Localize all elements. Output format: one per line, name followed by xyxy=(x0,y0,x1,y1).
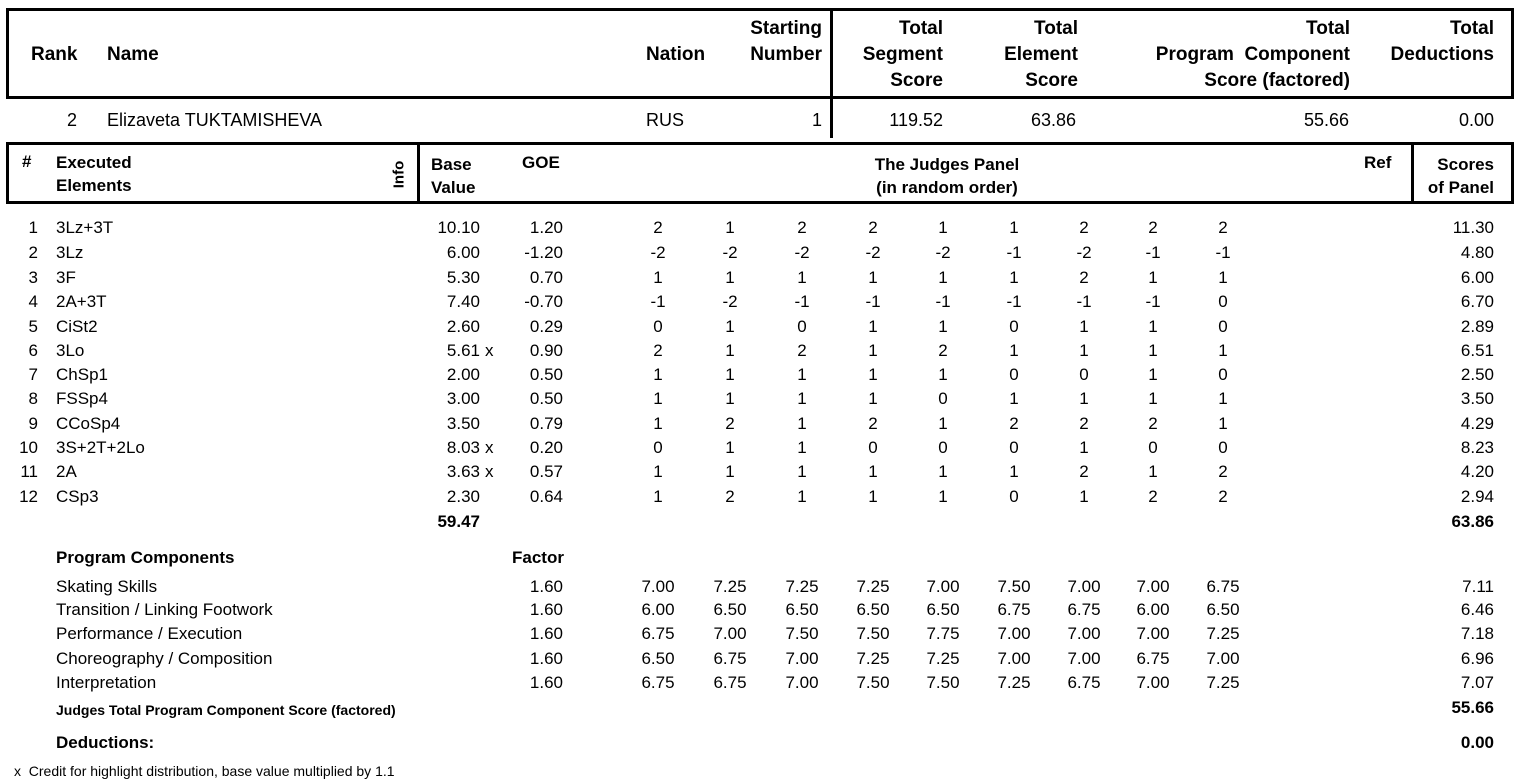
judge-score: 1 xyxy=(1079,389,1089,408)
judge-score: 2 xyxy=(1148,487,1158,506)
component-judge-score: 6.75 xyxy=(713,649,747,668)
skater-total-pcs: 55.66 xyxy=(1303,110,1349,130)
judge-score: -1 xyxy=(1076,292,1092,311)
element-panel-score: 2.94 xyxy=(1460,487,1494,506)
judge-score: 1 xyxy=(653,414,663,433)
judge-score: 0 xyxy=(1218,317,1228,336)
element-base-value: 3.00 xyxy=(446,389,480,408)
element-panel-score: 6.51 xyxy=(1460,341,1494,360)
info-header: Info xyxy=(390,160,408,189)
element-name: 3Lz+3T xyxy=(56,218,114,237)
judge-score: -1 xyxy=(1215,243,1231,262)
total-segment-score-header: Total Segment Score xyxy=(862,18,943,91)
judge-score: -2 xyxy=(794,243,810,262)
element-base-value: 2.60 xyxy=(446,317,480,336)
judge-score: -1 xyxy=(650,292,666,311)
component-judge-score: 7.50 xyxy=(997,577,1031,596)
judge-score: 2 xyxy=(1079,462,1089,481)
component-judge-score: 7.00 xyxy=(1136,577,1170,596)
element-base-value: 7.40 xyxy=(446,292,480,311)
judge-score: 2 xyxy=(868,218,878,237)
component-judge-score: 7.00 xyxy=(785,673,819,692)
component-judge-score: 7.25 xyxy=(997,673,1031,692)
component-judge-score: 7.00 xyxy=(1136,624,1170,643)
component-judge-score: 7.00 xyxy=(1067,624,1101,643)
element-base-value: 2.00 xyxy=(446,365,480,384)
judge-score: 1 xyxy=(797,268,807,287)
judge-score: 1 xyxy=(1148,317,1158,336)
component-judge-score: 7.25 xyxy=(856,649,890,668)
factor-header: Factor xyxy=(512,548,564,567)
program-components-title: Program Components xyxy=(56,548,235,567)
component-panel-score: 7.11 xyxy=(1462,577,1494,596)
judge-score: -2 xyxy=(722,292,738,311)
judge-score: 1 xyxy=(797,389,807,408)
element-number: 12 xyxy=(19,487,38,506)
judge-score: 2 xyxy=(1218,462,1228,481)
component-judge-score: 7.75 xyxy=(926,624,960,643)
judge-score: 1 xyxy=(1148,389,1158,408)
element-name: 3Lz xyxy=(56,243,84,262)
judge-score: -2 xyxy=(1076,243,1092,262)
goe-header: GOE xyxy=(522,153,560,172)
element-base-value: 6.00 xyxy=(446,243,480,262)
judges-total-pcs-label: Judges Total Program Component Score (factored) xyxy=(56,702,396,718)
judge-score: 1 xyxy=(868,365,878,384)
component-judge-score: 7.25 xyxy=(1206,624,1240,643)
judge-score: 1 xyxy=(725,317,735,336)
judge-score: 0 xyxy=(938,389,948,408)
judge-score: 0 xyxy=(1009,317,1019,336)
judge-score: 2 xyxy=(653,341,663,360)
nation-header: Nation xyxy=(646,44,706,65)
total-element-score-header: Total Element Score xyxy=(1004,18,1078,91)
judge-score: -2 xyxy=(722,243,738,262)
starting-number-header: Starting Number xyxy=(750,18,822,65)
judge-score: 0 xyxy=(1218,292,1228,311)
judge-score: 1 xyxy=(1218,389,1228,408)
component-judge-score: 6.75 xyxy=(1206,577,1240,596)
element-number: 3 xyxy=(28,268,38,287)
judge-score: 2 xyxy=(797,218,807,237)
element-name: CSp3 xyxy=(56,487,99,506)
judge-score: 0 xyxy=(938,438,948,457)
element-panel-score: 4.29 xyxy=(1460,414,1494,433)
skater-rank: 2 xyxy=(67,110,78,130)
judge-score: 0 xyxy=(1148,438,1158,457)
judge-score: 1 xyxy=(653,389,663,408)
component-judge-score: 7.50 xyxy=(785,624,819,643)
component-judge-score: 6.50 xyxy=(641,649,675,668)
component-judge-score: 7.25 xyxy=(785,577,819,596)
element-base-value-mark: x xyxy=(485,438,494,457)
judge-score: 1 xyxy=(1148,341,1158,360)
element-name: 3F xyxy=(56,268,76,287)
element-goe: 1.20 xyxy=(529,218,563,237)
component-judge-score: 6.50 xyxy=(785,600,819,619)
component-judge-score: 7.00 xyxy=(641,577,675,596)
element-number: 7 xyxy=(28,365,38,384)
element-number: 1 xyxy=(28,218,38,237)
judges-panel-header: The Judges Panel (in random order) xyxy=(874,155,1020,197)
component-judge-score: 7.50 xyxy=(856,673,890,692)
judge-score: 2 xyxy=(1009,414,1019,433)
judge-score: 1 xyxy=(1009,462,1019,481)
skater-total-deductions: 0.00 xyxy=(1458,110,1494,130)
judge-score: 2 xyxy=(1218,218,1228,237)
judge-score: 1 xyxy=(653,365,663,384)
deductions-label: Deductions: xyxy=(56,733,155,752)
executed-elements-header: Executed Elements xyxy=(56,153,132,195)
judge-score: 0 xyxy=(797,317,807,336)
judge-score: 2 xyxy=(868,414,878,433)
judge-score: 1 xyxy=(725,365,735,384)
element-name: 3Lo xyxy=(56,341,85,360)
judge-score: 1 xyxy=(868,487,878,506)
component-judge-score: 7.00 xyxy=(1206,649,1240,668)
element-base-value: 3.63 xyxy=(446,462,480,481)
element-goe: 0.70 xyxy=(529,268,563,287)
judge-score: 1 xyxy=(868,268,878,287)
element-number: 9 xyxy=(28,414,38,433)
component-judge-score: 7.00 xyxy=(997,624,1031,643)
summary-header-divider xyxy=(830,8,833,138)
component-judge-score: 6.50 xyxy=(856,600,890,619)
element-base-value: 10.10 xyxy=(437,218,480,237)
judge-score: 0 xyxy=(1218,438,1228,457)
judge-score: 1 xyxy=(1079,317,1089,336)
component-panel-score: 7.18 xyxy=(1460,624,1494,643)
element-panel-score: 8.23 xyxy=(1460,438,1494,457)
element-goe: -1.20 xyxy=(524,243,563,262)
judge-score: -1 xyxy=(1145,292,1161,311)
judge-score: 1 xyxy=(797,414,807,433)
judge-score: 1 xyxy=(797,365,807,384)
element-panel-score: 4.80 xyxy=(1460,243,1494,262)
judge-score: -1 xyxy=(1006,243,1022,262)
judge-score: 1 xyxy=(1009,218,1019,237)
component-name: Choreography / Composition xyxy=(56,649,273,668)
component-judge-score: 7.00 xyxy=(1067,649,1101,668)
judge-score: 1 xyxy=(725,389,735,408)
judge-score: -1 xyxy=(1145,243,1161,262)
judge-score: 2 xyxy=(1079,414,1089,433)
component-factor: 1.60 xyxy=(529,600,563,619)
judge-score: 1 xyxy=(1218,414,1228,433)
judge-score: 1 xyxy=(868,341,878,360)
element-panel-score: 11.30 xyxy=(1452,218,1494,237)
base-value-header: Base Value xyxy=(431,155,476,197)
component-name: Transition / Linking Footwork xyxy=(56,600,273,619)
component-judge-score: 7.50 xyxy=(856,624,890,643)
deductions-value: 0.00 xyxy=(1460,733,1494,752)
element-base-value: 5.30 xyxy=(446,268,480,287)
judge-score: 1 xyxy=(797,462,807,481)
component-judge-score: 7.25 xyxy=(713,577,747,596)
judge-score: -2 xyxy=(935,243,951,262)
element-number: 4 xyxy=(28,292,38,311)
component-name: Performance / Execution xyxy=(56,624,243,643)
component-judge-score: 7.00 xyxy=(997,649,1031,668)
judge-score: 0 xyxy=(653,438,663,457)
judge-score: 1 xyxy=(1079,341,1089,360)
element-base-value: 3.50 xyxy=(446,414,480,433)
judge-score: 1 xyxy=(653,268,663,287)
judge-score: 2 xyxy=(725,414,735,433)
scores-of-panel-header: Scores of Panel xyxy=(1427,155,1494,197)
name-header: Name xyxy=(107,44,159,65)
element-base-value-mark: x xyxy=(485,462,494,481)
element-number: 5 xyxy=(28,317,38,336)
component-factor: 1.60 xyxy=(529,649,563,668)
judge-score: 2 xyxy=(1218,487,1228,506)
judge-score: 1 xyxy=(938,317,948,336)
judge-score: 1 xyxy=(938,487,948,506)
judge-score: 1 xyxy=(797,487,807,506)
component-factor: 1.60 xyxy=(529,624,563,643)
component-judge-score: 6.75 xyxy=(1067,600,1101,619)
judge-score: 0 xyxy=(1079,365,1089,384)
component-judge-score: 6.75 xyxy=(713,673,747,692)
component-factor: 1.60 xyxy=(529,577,563,596)
judge-score: 2 xyxy=(1148,218,1158,237)
judge-score: 0 xyxy=(1218,365,1228,384)
element-goe: 0.90 xyxy=(529,341,563,360)
component-judge-score: 6.00 xyxy=(641,600,675,619)
judge-score: 1 xyxy=(938,218,948,237)
footnote: x Credit for highlight distribution, base value multiplied by 1.1 xyxy=(14,763,395,779)
element-name: CiSt2 xyxy=(56,317,98,336)
skater-nation: RUS xyxy=(646,110,685,130)
judge-score: 1 xyxy=(938,365,948,384)
judge-score: -1 xyxy=(935,292,951,311)
element-number: 6 xyxy=(28,341,38,360)
component-judge-score: 7.50 xyxy=(926,673,960,692)
element-base-value: 2.30 xyxy=(446,487,480,506)
component-factor: 1.60 xyxy=(529,673,563,692)
element-base-value: 8.03 xyxy=(446,438,480,457)
element-goe: 0.20 xyxy=(529,438,563,457)
judge-score: 1 xyxy=(725,218,735,237)
total-pcs-header: Total Program Component Score (factored) xyxy=(1155,18,1350,91)
judge-score: 2 xyxy=(1079,218,1089,237)
judge-score: 1 xyxy=(1218,268,1228,287)
skater-starting-number: 1 xyxy=(811,110,822,130)
component-panel-score: 6.96 xyxy=(1460,649,1494,668)
element-panel-score: 4.20 xyxy=(1460,462,1494,481)
judge-score: 1 xyxy=(653,487,663,506)
judge-score: 2 xyxy=(1079,268,1089,287)
component-judge-score: 6.00 xyxy=(1136,600,1170,619)
element-goe: -0.70 xyxy=(524,292,563,311)
element-name: FSSp4 xyxy=(56,389,108,408)
judge-score: 1 xyxy=(1009,341,1019,360)
element-base-value: 5.61 xyxy=(446,341,480,360)
judge-score: 1 xyxy=(1218,341,1228,360)
component-name: Skating Skills xyxy=(56,577,158,596)
judge-score: 1 xyxy=(725,341,735,360)
component-judge-score: 7.00 xyxy=(785,649,819,668)
component-judge-score: 6.50 xyxy=(713,600,747,619)
total-deductions-header: Total Deductions xyxy=(1390,18,1494,65)
element-goe: 0.57 xyxy=(529,462,563,481)
component-judge-score: 7.00 xyxy=(926,577,960,596)
judge-score: -1 xyxy=(1006,292,1022,311)
element-number-header: # xyxy=(22,152,32,171)
elements-score-total: 63.86 xyxy=(1451,512,1494,531)
judge-score: 1 xyxy=(1148,365,1158,384)
judge-score: 1 xyxy=(868,317,878,336)
element-number: 10 xyxy=(19,438,38,457)
element-number: 2 xyxy=(28,243,38,262)
element-name: CCoSp4 xyxy=(56,414,121,433)
judge-score: 0 xyxy=(653,317,663,336)
component-judge-score: 6.75 xyxy=(1136,649,1170,668)
ref-header: Ref xyxy=(1364,153,1392,172)
judge-score: 1 xyxy=(653,462,663,481)
judge-score: 1 xyxy=(1009,268,1019,287)
judge-score: 1 xyxy=(1079,487,1089,506)
judge-score: 2 xyxy=(938,341,948,360)
judge-score: 0 xyxy=(1009,438,1019,457)
component-judge-score: 7.00 xyxy=(1067,577,1101,596)
judge-score: 0 xyxy=(868,438,878,457)
component-judge-score: 7.25 xyxy=(1206,673,1240,692)
judge-score: 1 xyxy=(1079,438,1089,457)
component-judge-score: 7.00 xyxy=(713,624,747,643)
skater-name: Elizaveta TUKTAMISHEVA xyxy=(107,110,323,130)
judge-score: 1 xyxy=(725,268,735,287)
component-judge-score: 6.50 xyxy=(1206,600,1240,619)
judge-score: 1 xyxy=(1148,268,1158,287)
elements-header-divider-left xyxy=(417,142,420,204)
element-number: 8 xyxy=(28,389,38,408)
element-name: 2A xyxy=(56,462,77,481)
element-goe: 0.29 xyxy=(529,317,563,336)
judge-score: 1 xyxy=(725,462,735,481)
judge-score: 1 xyxy=(868,462,878,481)
element-goe: 0.64 xyxy=(529,487,563,506)
judge-score: 2 xyxy=(797,341,807,360)
element-panel-score: 6.00 xyxy=(1460,268,1494,287)
component-judge-score: 6.75 xyxy=(641,673,675,692)
component-judge-score: 6.75 xyxy=(641,624,675,643)
component-judge-score: 7.25 xyxy=(856,577,890,596)
component-panel-score: 6.46 xyxy=(1460,600,1494,619)
judge-score: 1 xyxy=(725,438,735,457)
rank-header: Rank xyxy=(31,44,78,65)
judge-score: -2 xyxy=(650,243,666,262)
judge-score: 2 xyxy=(1148,414,1158,433)
component-name: Interpretation xyxy=(56,673,157,692)
element-number: 11 xyxy=(20,462,38,481)
component-judge-score: 6.75 xyxy=(1067,673,1101,692)
elements-header-box xyxy=(6,142,1514,204)
judge-score: -2 xyxy=(865,243,881,262)
element-name: 3S+2T+2Lo xyxy=(56,438,145,457)
component-judge-score: 6.75 xyxy=(997,600,1031,619)
judge-score: 1 xyxy=(797,438,807,457)
element-base-value-mark: x xyxy=(485,341,494,360)
judge-score: 1 xyxy=(938,462,948,481)
judge-score: 1 xyxy=(1148,462,1158,481)
judge-score: -1 xyxy=(794,292,810,311)
element-goe: 0.50 xyxy=(529,389,563,408)
judge-score: 1 xyxy=(868,389,878,408)
skater-total-segment-score: 119.52 xyxy=(889,110,943,130)
element-goe: 0.50 xyxy=(529,365,563,384)
element-name: ChSp1 xyxy=(56,365,108,384)
judge-score: 2 xyxy=(725,487,735,506)
judge-score: 1 xyxy=(1009,389,1019,408)
component-panel-score: 7.07 xyxy=(1460,673,1494,692)
element-panel-score: 2.89 xyxy=(1460,317,1494,336)
element-goe: 0.79 xyxy=(529,414,563,433)
component-judge-score: 6.50 xyxy=(926,600,960,619)
judges-total-pcs-value: 55.66 xyxy=(1451,698,1494,717)
judge-score: 1 xyxy=(938,414,948,433)
component-judge-score: 7.00 xyxy=(1136,673,1170,692)
judge-score: 1 xyxy=(938,268,948,287)
element-panel-score: 3.50 xyxy=(1460,389,1494,408)
judge-score: 0 xyxy=(1009,487,1019,506)
judge-score: -1 xyxy=(865,292,881,311)
judge-score: 0 xyxy=(1009,365,1019,384)
skater-total-element-score: 63.86 xyxy=(1030,110,1076,130)
component-judge-score: 7.25 xyxy=(926,649,960,668)
judge-score: 2 xyxy=(653,218,663,237)
base-value-total: 59.47 xyxy=(437,512,480,531)
element-name: 2A+3T xyxy=(56,292,107,311)
element-panel-score: 2.50 xyxy=(1460,365,1494,384)
element-panel-score: 6.70 xyxy=(1460,292,1494,311)
